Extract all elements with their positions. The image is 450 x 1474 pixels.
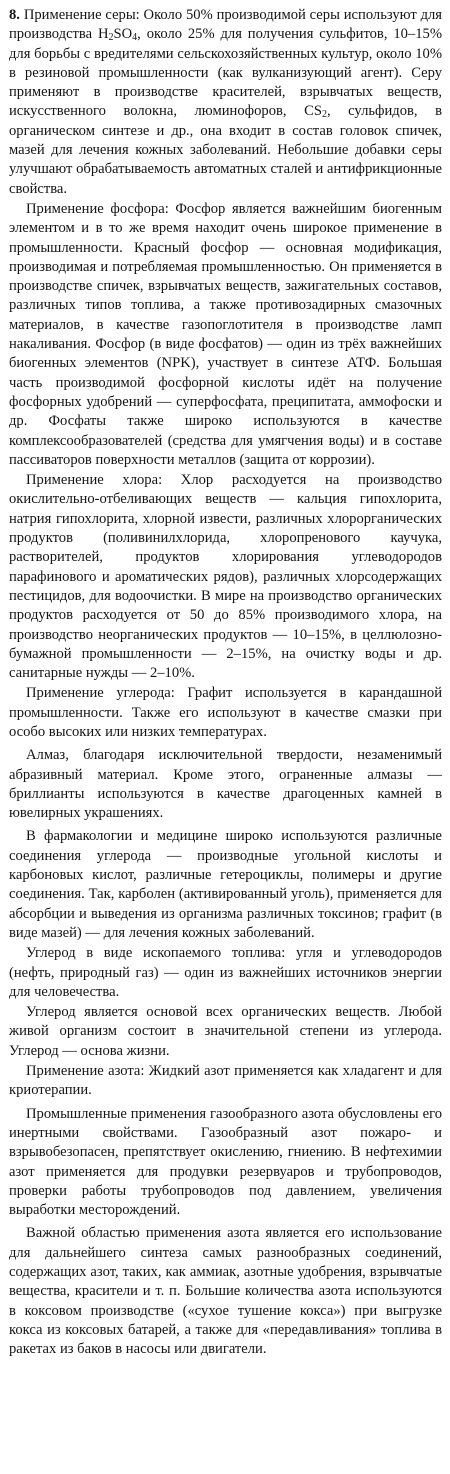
text-run: Углерод в виде ископаемого топлива: угля и углеводородов (нефть, природный газ) — один из важнейших источников энергии для человечества. — [9, 945, 442, 1000]
text-run: Важной областью применения азота является его использование для дальнейшего синтеза самых разнообразных соединений, содержащих азот, таких, как аммиак, азотные удобрения, взрывчатые вещества, красители и т. п. Большие количества азота используются в коксовом производстве («сухое тушение кокса») при выгрузке кокса из коксовых батарей, а также для «передавливания» топлива в ракетах из баков в насосы или двигатели. — [9, 1225, 442, 1358]
text-run: Применение хлора: Хлор расходуется на производство окислительно-отбеливающих веществ — кальция гипохлорита, натрия гипохлорита, хлорной извести, различных хлорорганических продуктов (поливинилхлорида, хлоропренового каучука, растворителей, продуктов хлорирования углеводородов парафинового и ароматических рядов), различных хлорсодержащих пестицидов, для водоочистки. В мире на производство органических продуктов расходуется от 50 до 85% производимого хлора, на производство неорганических продуктов — 10–15%, в целлюлозно-бумажной промышленности — 2–15%, на очистку воды и др. санитарные нужды — 2–10%. — [9, 472, 442, 682]
section-number: 8. — [9, 7, 20, 23]
paragraph — [9, 1003, 442, 1061]
text-run: Применение азота: Жидкий азот применяется как хладагент и для криотерапии. — [9, 1063, 442, 1099]
subscript: 2 — [321, 109, 327, 121]
text-run: SO — [113, 26, 133, 43]
text-run: Углерод является основой всех органических веществ. Любой живой организм состоит в значительной степени из углерода. Углерод — основа жизни. — [9, 1004, 442, 1059]
text-run: , около 25% для получения сульфитов, 10–15% для борьбы с вредителями сельскохозяйственных культур, около 10% в резиновой промышленности (как вулканизующий агент). Серу применяют в производстве красителей, взрывчатых веществ, искусственного волокна, люминофоров, CS — [9, 26, 442, 120]
text-run: В фармакологии и медицине широко используются различные соединения углерода — производные угольной кислоты и карбоновых кислот, различные гетероциклы, полимеры и другие соединения. Так, карболен (активированный уголь), применяется для абсорбции и выведения из организма различных токсинов; графит (в виде мазей) — для лечения кожных заболеваний. — [9, 828, 442, 941]
paragraph — [9, 6, 442, 199]
subscript: 2 — [108, 32, 114, 44]
text-run: Применение фосфора: Фосфор является важнейшим биогенным элементом и в то же время находит очень широкое применение в промышленности. Красный фосфор — основная модификация, производимая и потребляемая промышленностью. Он применяется в производстве спичек, взрывчатых веществ, зажигательных составов, различных типов топлива, а также противозадирных смазочных материалов, в качестве газопоглотителя в производстве ламп накаливания. Фосфор (в виде фосфатов) — один из трёх важнейших биогенных элементов (NPK), участвует в синтезе АТФ. Большая часть производимой фосфорной кислоты идёт на получение фосфорных удобрений — суперфосфата, преципитата, аммофоски и др. Фосфаты также широко используются в качестве комплексообразователей (средства для умягчения воды) и в составе пассиваторов поверхности металлов (защита от коррозии). — [9, 200, 442, 468]
paragraph — [9, 746, 442, 823]
paragraph — [9, 827, 442, 943]
paragraph — [9, 1224, 442, 1359]
subscript: 4 — [132, 32, 138, 44]
paragraph — [9, 684, 442, 742]
text-run: Промышленные применения газообразного азота обусловлены его инертными свойствами. Газообразный азот пожаро- и взрывобезопасен, препятствует окислению, гниению. В нефтехимии азот применяется для продувки резервуаров и трубопроводов, проверки работы трубопроводов под давлением, увеличения выработки месторождений. — [9, 1105, 442, 1219]
text-run: Применение углерода: Графит используется в карандашной промышленности. Также его используют в качестве смазки при особо высоких или низких температурах. — [9, 685, 442, 740]
text-run: Алмаз, благодаря исключительной твердости, незаменимый абразивный материал. Кроме этого, ограненные алмазы — бриллианты используются в качестве драгоценных камней в ювелирных украшениях. — [9, 747, 442, 822]
paragraph — [9, 200, 442, 470]
text-run: Применение серы: Около 50% производимой серы используют для производства H — [9, 7, 442, 43]
paragraph — [9, 1105, 442, 1221]
paragraph — [9, 471, 442, 683]
paragraph — [9, 944, 442, 1002]
text-run: , сульфидов, в органическом синтезе и др., она входит в состав головок спичек, мазей для лечения кожных заболеваний. Небольшие добавки серы улучшают обрабатываемость автоматных сталей и антифрикционные свойства. — [9, 103, 442, 197]
paragraph — [9, 1062, 442, 1101]
